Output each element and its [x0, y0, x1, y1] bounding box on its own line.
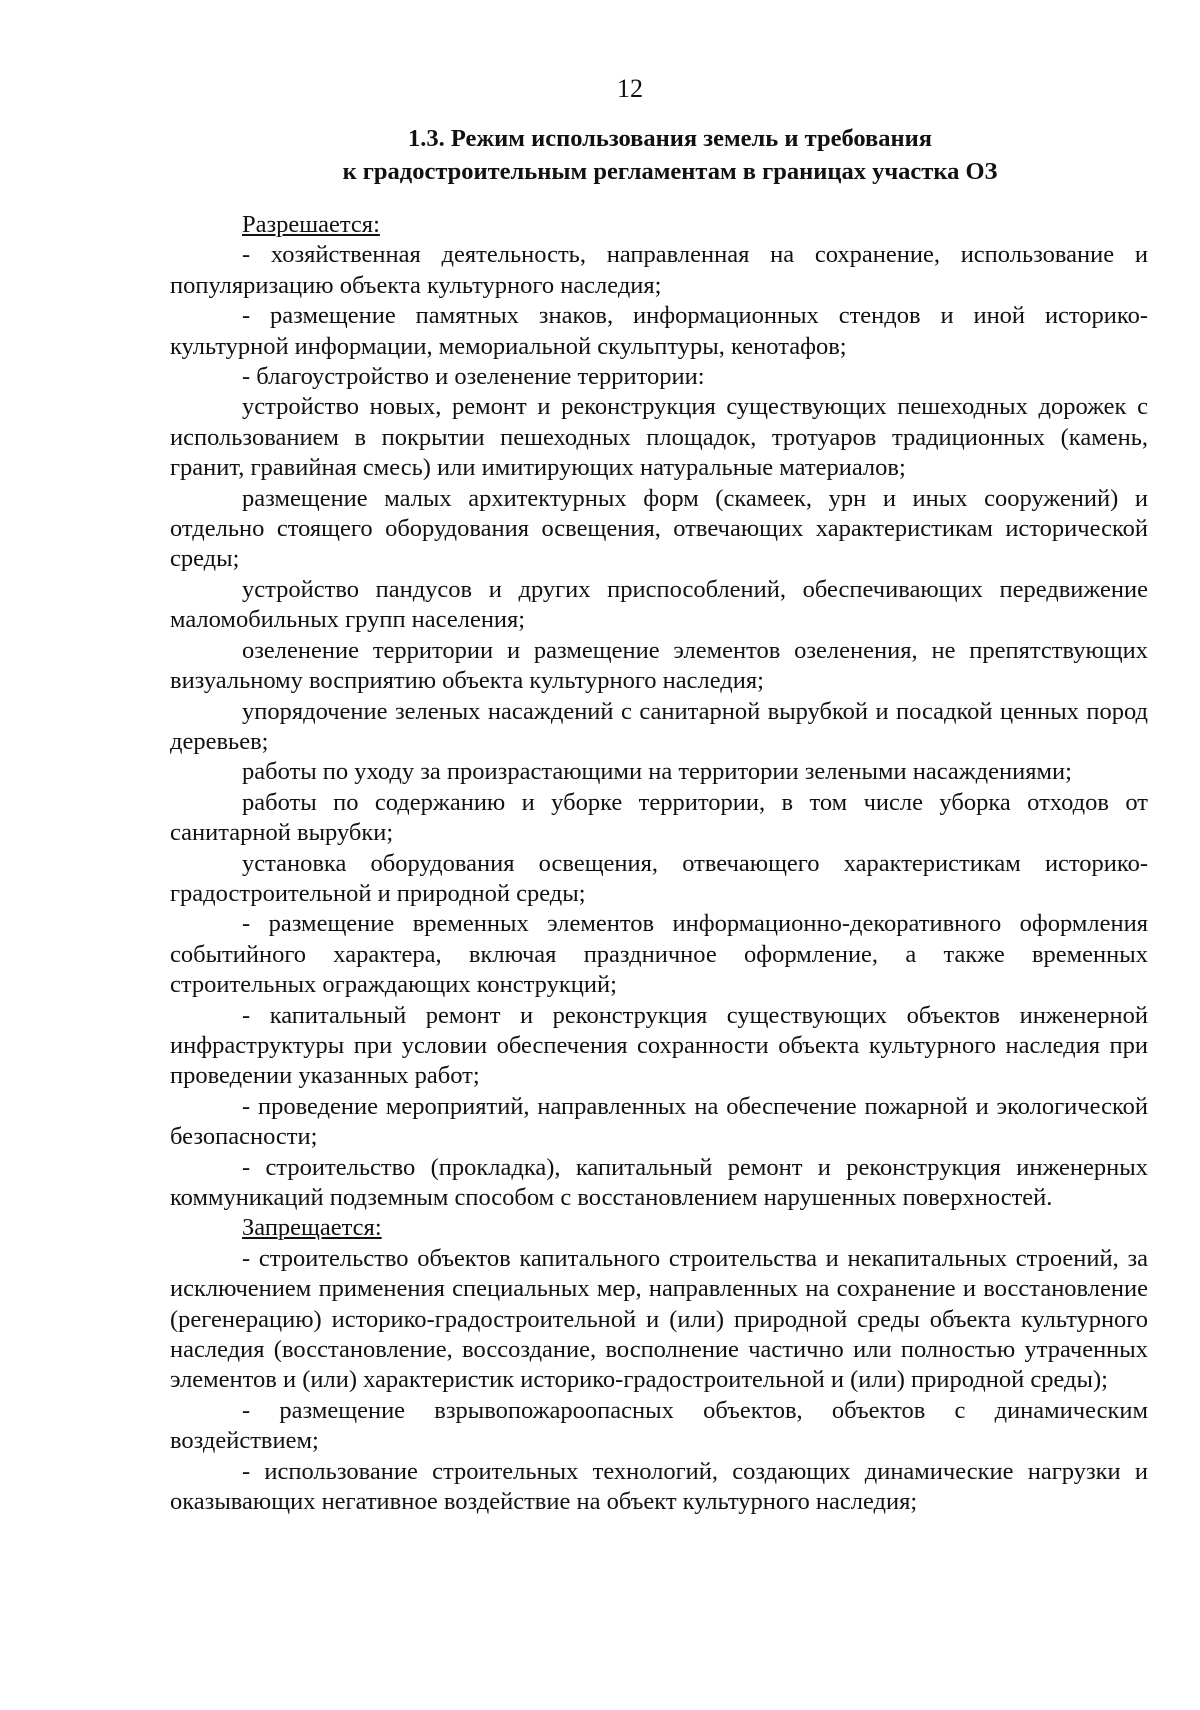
allowed-item: работы по уходу за произрастающими на территории зелеными насаждениями;	[242, 758, 1072, 786]
document-body	[170, 210, 1148, 1517]
allowed-item: установка оборудования освещения, отвечающего характеристикам историко-градостроительной и природной среды;	[170, 849, 1148, 907]
allowed-item: - строительство (прокладка), капитальный ремонт и реконструкция инженерных коммуникаций подземным способом с восстановлением нарушенных поверхностей.	[170, 1153, 1148, 1211]
heading-line-2: к градостроительным регламентам в границах участка ОЗ	[342, 158, 998, 185]
prohibited-item: - строительство объектов капитального строительства и некапитальных строений, за исключением применения специальных мер, направленных на сохранение и восстановление (регенерацию) историко-градостроительной и (или) природной среды объекта культурного наследия (восстановление, воссоздание, восполнение частично или полностью утраченных элементов и (или) характеристик историко-градостроительной и (или) природной среды);	[170, 1244, 1148, 1394]
allowed-item: - проведение мероприятий, направленных на обеспечение пожарной и экологической безопасности;	[170, 1092, 1148, 1151]
allowed-item: - благоустройство и озеленение территории:	[242, 363, 705, 391]
allowed-item: работы по содержанию и уборке территории, в том числе уборка отходов от санитарной вырубки;	[170, 788, 1148, 847]
allowed-item: упорядочение зеленых насаждений с санитарной вырубкой и посадкой ценных пород деревьев;	[170, 697, 1148, 755]
page-number: 12	[617, 74, 643, 103]
allowed-item: - размещение памятных знаков, информационных стендов и иной историко-культурной информации, мемориальной скульптуры, кенотафов;	[170, 302, 1148, 360]
prohibited-label: Запрещается:	[242, 1214, 382, 1242]
allowed-item: размещение малых архитектурных форм (скамеек, урн и иных сооружений) и отдельно стоящего оборудования освещения, отвечающих характеристикам исторической среды;	[170, 484, 1148, 573]
allowed-item: озеленение территории и размещение элементов озеленения, не препятствующих визуальному восприятию объекта культурного наследия;	[170, 636, 1148, 695]
allowed-label: Разрешается:	[242, 211, 380, 238]
allowed-item: устройство новых, ремонт и реконструкция существующих пешеходных дорожек с использованием в покрытии пешеходных площадок, тротуаров традиционных (камень, гранит, гравийная смесь) или имитирующих натуральные материалов;	[170, 393, 1148, 482]
heading-line-1: 1.3. Режим использования земель и требования	[408, 125, 932, 152]
allowed-item: - хозяйственная деятельность, направленная на сохранение, использование и популяризацию объекта культурного наследия;	[170, 241, 1148, 299]
prohibited-item: - размещение взрывопожароопасных объектов, объектов с динамическим воздействием;	[170, 1396, 1148, 1455]
prohibited-item: - использование строительных технологий, создающих динамические нагрузки и оказывающих негативное воздействие на объект культурного наследия;	[170, 1457, 1148, 1516]
section-heading	[170, 122, 1170, 188]
allowed-item: - капитальный ремонт и реконструкция существующих объектов инженерной инфраструктуры при условии обеспечения сохранности объекта культурного наследия при проведении указанных работ;	[170, 1001, 1148, 1090]
allowed-item: - размещение временных элементов информационно-декоративного оформления событийного характера, включая праздничное оформление, а также временных строительных ограждающих конструкций;	[170, 910, 1148, 999]
allowed-item: устройство пандусов и других приспособлений, обеспечивающих передвижение маломобильных групп населения;	[170, 575, 1148, 634]
